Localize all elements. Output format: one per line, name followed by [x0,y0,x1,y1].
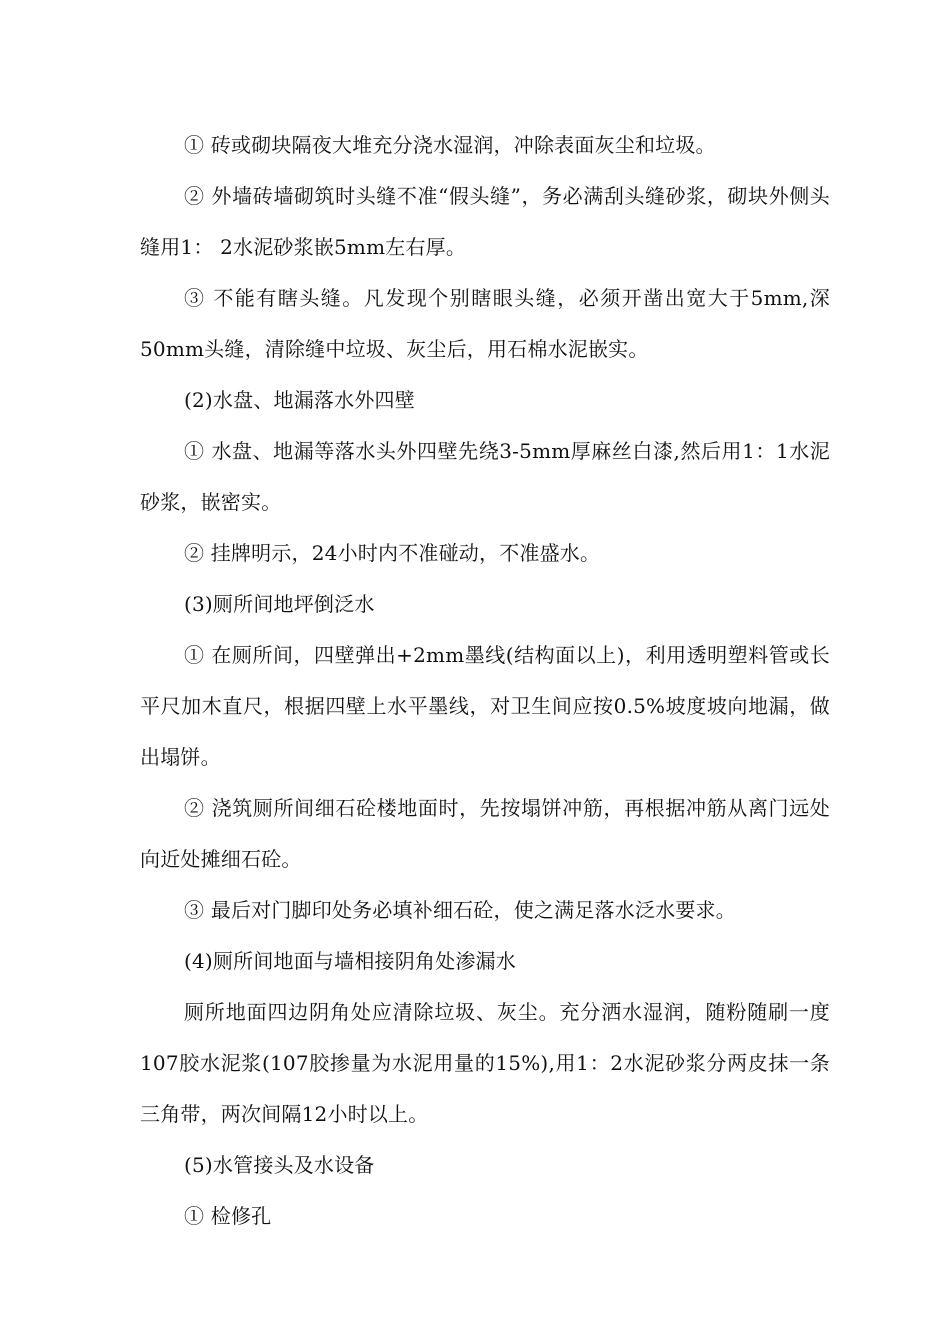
section-heading: (2)水盘、地漏落水外四壁 [184,388,415,412]
paragraph: ② 挂牌明示，24小时内不准碰动，不准盛水。 [184,541,601,565]
body-text [140,120,830,1242]
section-heading: (4)厕所间地面与墙相接阴角处渗漏水 [184,949,516,973]
paragraph: ① 水盘、地漏等落水头外四壁先绕3-5mm厚麻丝白漆,然后用1：1水泥砂浆，嵌密实。 [140,439,830,514]
paragraph: ② 浇筑厕所间细石砼楼地面时，先按塌饼冲筋，再根据冲筋从离门远处向近处摊细石砼。 [140,796,830,871]
paragraph: ③ 不能有瞎头缝。凡发现个别瞎眼头缝，必须开凿出宽大于5mm,深50mm头缝，清除缝中垃圾、灰尘后，用石棉水泥嵌实。 [140,286,830,361]
paragraph: ① 检修孔 [184,1204,272,1228]
paragraph: ① 在厕所间，四壁弹出+2mm墨线(结构面以上)，利用透明塑料管或长平尺加木直尺，根据四壁上水平墨线，对卫生间应按0.5%坡度坡向地漏，做出塌饼。 [140,643,830,769]
section-heading: (3)厕所间地坪倒泛水 [184,592,375,616]
section-heading: (5)水管接头及水设备 [184,1153,375,1177]
paragraph: 厕所地面四边阴角处应清除垃圾、灰尘。充分洒水湿润，随粉随刷一度107胶水泥浆(107胶掺量为水泥用量的15%),用1：2水泥砂浆分两皮抹一条三角带，两次间隔12小时以上。 [140,1000,830,1126]
paragraph: ② 外墙砖墙砌筑时头缝不准“假头缝”，务必满刮头缝砂浆，砌块外侧头缝用1： 2水泥砂浆嵌5mm左右厚。 [140,184,830,259]
paragraph: ① 砖或砌块隔夜大堆充分浇水湿润，冲除表面灰尘和垃圾。 [184,133,716,157]
paragraph: ③ 最后对门脚印处务必填补细石砼，使之满足落水泛水要求。 [184,898,736,922]
